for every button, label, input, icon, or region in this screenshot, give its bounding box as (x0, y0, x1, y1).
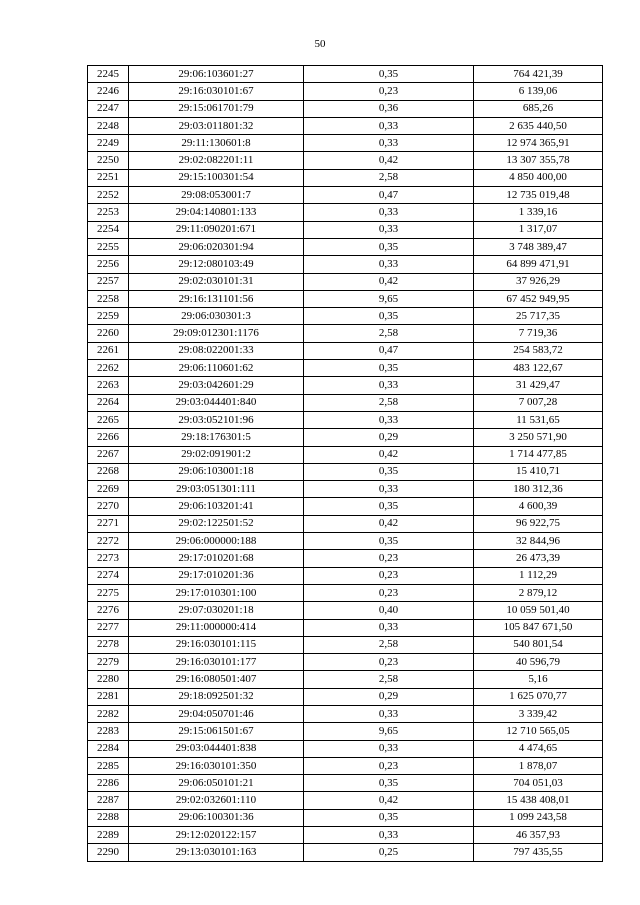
cadastral-number-cell: 29:12:080103:49 (129, 256, 304, 273)
row-number-cell: 2269 (88, 481, 129, 498)
row-number-cell: 2250 (88, 152, 129, 169)
cadastral-number-cell: 29:09:012301:1176 (129, 325, 304, 342)
row-number-cell: 2268 (88, 463, 129, 480)
coefficient-cell: 9,65 (304, 723, 474, 740)
cadastral-number-cell: 29:17:010201:36 (129, 567, 304, 584)
value-cell: 12 974 365,91 (474, 135, 603, 152)
value-cell: 1 878,07 (474, 757, 603, 774)
value-cell: 15 410,71 (474, 463, 603, 480)
value-cell: 4 474,65 (474, 740, 603, 757)
coefficient-cell: 0,29 (304, 429, 474, 446)
cadastral-number-cell: 29:18:176301:5 (129, 429, 304, 446)
table-row (88, 654, 603, 671)
table-row (88, 757, 603, 774)
cadastral-number-cell: 29:03:051301:111 (129, 481, 304, 498)
cadastral-number-cell: 29:03:011801:32 (129, 117, 304, 134)
coefficient-cell: 0,36 (304, 100, 474, 117)
cadastral-number-cell: 29:06:000000:188 (129, 533, 304, 550)
cadastral-number-cell: 29:12:020122:157 (129, 827, 304, 844)
coefficient-cell: 0,33 (304, 411, 474, 428)
coefficient-cell: 0,35 (304, 463, 474, 480)
row-number-cell: 2247 (88, 100, 129, 117)
cadastral-number-cell: 29:06:030301:3 (129, 308, 304, 325)
value-cell: 1 112,29 (474, 567, 603, 584)
value-cell: 96 922,75 (474, 515, 603, 532)
coefficient-cell: 2,58 (304, 169, 474, 186)
row-number-cell: 2287 (88, 792, 129, 809)
table-row (88, 66, 603, 83)
coefficient-cell: 0,23 (304, 83, 474, 100)
table-row (88, 481, 603, 498)
value-cell: 10 059 501,40 (474, 602, 603, 619)
row-number-cell: 2245 (88, 66, 129, 83)
row-number-cell: 2274 (88, 567, 129, 584)
value-cell: 540 801,54 (474, 636, 603, 653)
row-number-cell: 2261 (88, 342, 129, 359)
row-number-cell: 2267 (88, 446, 129, 463)
table-row (88, 256, 603, 273)
table-row (88, 360, 603, 377)
table-row (88, 602, 603, 619)
cadastral-number-cell: 29:11:090201:671 (129, 221, 304, 238)
row-number-cell: 2280 (88, 671, 129, 688)
cadastral-number-cell: 29:16:131101:56 (129, 290, 304, 307)
coefficient-cell: 0,35 (304, 308, 474, 325)
table-row (88, 775, 603, 792)
row-number-cell: 2252 (88, 187, 129, 204)
cadastral-number-cell: 29:02:122501:52 (129, 515, 304, 532)
row-number-cell: 2253 (88, 204, 129, 221)
coefficient-cell: 0,33 (304, 204, 474, 221)
value-cell: 704 051,03 (474, 775, 603, 792)
table-row (88, 135, 603, 152)
table-row (88, 792, 603, 809)
value-cell: 4 850 400,00 (474, 169, 603, 186)
table-row (88, 117, 603, 134)
row-number-cell: 2255 (88, 238, 129, 255)
value-cell: 15 438 408,01 (474, 792, 603, 809)
coefficient-cell: 0,42 (304, 152, 474, 169)
value-cell: 1 317,07 (474, 221, 603, 238)
cadastral-number-cell: 29:15:100301:54 (129, 169, 304, 186)
cadastral-number-cell: 29:07:030201:18 (129, 602, 304, 619)
value-cell: 105 847 671,50 (474, 619, 603, 636)
row-number-cell: 2271 (88, 515, 129, 532)
coefficient-cell: 0,33 (304, 740, 474, 757)
value-cell: 1 714 477,85 (474, 446, 603, 463)
table-row (88, 584, 603, 601)
row-number-cell: 2289 (88, 827, 129, 844)
cadastral-number-cell: 29:16:030101:67 (129, 83, 304, 100)
cadastral-number-cell: 29:13:030101:163 (129, 844, 304, 861)
row-number-cell: 2275 (88, 584, 129, 601)
coefficient-cell: 0,35 (304, 809, 474, 826)
coefficient-cell: 0,25 (304, 844, 474, 861)
cadastral-number-cell: 29:04:140801:133 (129, 204, 304, 221)
value-cell: 3 339,42 (474, 705, 603, 722)
table-row (88, 671, 603, 688)
value-cell: 32 844,96 (474, 533, 603, 550)
cadastral-number-cell: 29:08:053001:7 (129, 187, 304, 204)
value-cell: 1 099 243,58 (474, 809, 603, 826)
coefficient-cell: 0,35 (304, 66, 474, 83)
table-row (88, 273, 603, 290)
table-row (88, 446, 603, 463)
row-number-cell: 2256 (88, 256, 129, 273)
coefficient-cell: 0,35 (304, 238, 474, 255)
coefficient-cell: 0,33 (304, 135, 474, 152)
value-cell: 254 583,72 (474, 342, 603, 359)
table-row (88, 567, 603, 584)
cadastral-number-cell: 29:02:091901:2 (129, 446, 304, 463)
row-number-cell: 2257 (88, 273, 129, 290)
cadastral-number-cell: 29:03:052101:96 (129, 411, 304, 428)
table-row (88, 411, 603, 428)
row-number-cell: 2284 (88, 740, 129, 757)
coefficient-cell: 0,33 (304, 481, 474, 498)
value-cell: 1 625 070,77 (474, 688, 603, 705)
value-cell: 7 007,28 (474, 394, 603, 411)
table-row (88, 705, 603, 722)
row-number-cell: 2266 (88, 429, 129, 446)
value-cell: 4 600,39 (474, 498, 603, 515)
row-number-cell: 2273 (88, 550, 129, 567)
coefficient-cell: 0,23 (304, 550, 474, 567)
coefficient-cell: 0,33 (304, 377, 474, 394)
table-row (88, 342, 603, 359)
table-row (88, 377, 603, 394)
value-cell: 685,26 (474, 100, 603, 117)
row-number-cell: 2276 (88, 602, 129, 619)
table-row (88, 308, 603, 325)
row-number-cell: 2265 (88, 411, 129, 428)
cadastral-number-cell: 29:06:103201:41 (129, 498, 304, 515)
cadastral-value-table (87, 65, 603, 862)
coefficient-cell: 0,42 (304, 273, 474, 290)
value-cell: 64 899 471,91 (474, 256, 603, 273)
coefficient-cell: 0,33 (304, 705, 474, 722)
value-cell: 26 473,39 (474, 550, 603, 567)
value-cell: 13 307 355,78 (474, 152, 603, 169)
row-number-cell: 2270 (88, 498, 129, 515)
value-cell: 764 421,39 (474, 66, 603, 83)
coefficient-cell: 0,33 (304, 256, 474, 273)
coefficient-cell: 0,23 (304, 654, 474, 671)
row-number-cell: 2288 (88, 809, 129, 826)
cadastral-number-cell: 29:03:042601:29 (129, 377, 304, 394)
row-number-cell: 2277 (88, 619, 129, 636)
coefficient-cell: 0,47 (304, 342, 474, 359)
page-number: 50 (314, 38, 326, 50)
coefficient-cell: 2,58 (304, 671, 474, 688)
cadastral-number-cell: 29:15:061501:67 (129, 723, 304, 740)
coefficient-cell: 0,40 (304, 602, 474, 619)
value-cell: 7 719,36 (474, 325, 603, 342)
coefficient-cell: 0,47 (304, 187, 474, 204)
coefficient-cell: 9,65 (304, 290, 474, 307)
value-cell: 1 339,16 (474, 204, 603, 221)
value-cell: 180 312,36 (474, 481, 603, 498)
value-cell: 25 717,35 (474, 308, 603, 325)
row-number-cell: 2249 (88, 135, 129, 152)
table-row (88, 498, 603, 515)
table-row (88, 325, 603, 342)
cadastral-number-cell: 29:15:061701:79 (129, 100, 304, 117)
table-row (88, 238, 603, 255)
cadastral-number-cell: 29:03:044401:838 (129, 740, 304, 757)
row-number-cell: 2259 (88, 308, 129, 325)
cadastral-number-cell: 29:06:100301:36 (129, 809, 304, 826)
row-number-cell: 2290 (88, 844, 129, 861)
coefficient-cell: 0,35 (304, 775, 474, 792)
coefficient-cell: 0,23 (304, 757, 474, 774)
row-number-cell: 2258 (88, 290, 129, 307)
table-row (88, 827, 603, 844)
coefficient-cell: 0,42 (304, 515, 474, 532)
cadastral-number-cell: 29:06:050101:21 (129, 775, 304, 792)
table-row (88, 463, 603, 480)
cadastral-number-cell: 29:16:030101:177 (129, 654, 304, 671)
table-row (88, 169, 603, 186)
cadastral-number-cell: 29:04:050701:46 (129, 705, 304, 722)
table-row (88, 152, 603, 169)
value-cell: 11 531,65 (474, 411, 603, 428)
table-body (88, 66, 603, 862)
cadastral-number-cell: 29:03:044401:840 (129, 394, 304, 411)
value-cell: 67 452 949,95 (474, 290, 603, 307)
coefficient-cell: 0,42 (304, 446, 474, 463)
table-row (88, 394, 603, 411)
cadastral-number-cell: 29:11:130601:8 (129, 135, 304, 152)
row-number-cell: 2248 (88, 117, 129, 134)
row-number-cell: 2246 (88, 83, 129, 100)
row-number-cell: 2281 (88, 688, 129, 705)
table-row (88, 83, 603, 100)
coefficient-cell: 0,29 (304, 688, 474, 705)
table-row (88, 619, 603, 636)
row-number-cell: 2260 (88, 325, 129, 342)
row-number-cell: 2278 (88, 636, 129, 653)
cadastral-number-cell: 29:06:103601:27 (129, 66, 304, 83)
value-cell: 12 735 019,48 (474, 187, 603, 204)
value-cell: 6 139,06 (474, 83, 603, 100)
row-number-cell: 2263 (88, 377, 129, 394)
table-row (88, 204, 603, 221)
table-row (88, 187, 603, 204)
row-number-cell: 2279 (88, 654, 129, 671)
cadastral-number-cell: 29:16:030101:350 (129, 757, 304, 774)
value-cell: 2 879,12 (474, 584, 603, 601)
value-cell: 40 596,79 (474, 654, 603, 671)
coefficient-cell: 0,35 (304, 498, 474, 515)
coefficient-cell: 2,58 (304, 325, 474, 342)
value-cell: 5,16 (474, 671, 603, 688)
value-cell: 3 748 389,47 (474, 238, 603, 255)
cadastral-number-cell: 29:08:022001:33 (129, 342, 304, 359)
coefficient-cell: 0,35 (304, 360, 474, 377)
coefficient-cell: 0,33 (304, 827, 474, 844)
table-row (88, 290, 603, 307)
row-number-cell: 2283 (88, 723, 129, 740)
table-row (88, 221, 603, 238)
value-cell: 3 250 571,90 (474, 429, 603, 446)
cadastral-number-cell: 29:11:000000:414 (129, 619, 304, 636)
value-cell: 483 122,67 (474, 360, 603, 377)
value-cell: 37 926,29 (474, 273, 603, 290)
coefficient-cell: 2,58 (304, 394, 474, 411)
row-number-cell: 2264 (88, 394, 129, 411)
cadastral-number-cell: 29:02:030101:31 (129, 273, 304, 290)
cadastral-number-cell: 29:17:010301:100 (129, 584, 304, 601)
coefficient-cell: 0,35 (304, 533, 474, 550)
cadastral-number-cell: 29:02:082201:11 (129, 152, 304, 169)
row-number-cell: 2282 (88, 705, 129, 722)
cadastral-number-cell: 29:16:080501:407 (129, 671, 304, 688)
coefficient-cell: 0,23 (304, 584, 474, 601)
value-cell: 797 435,55 (474, 844, 603, 861)
value-cell: 12 710 565,05 (474, 723, 603, 740)
table-row (88, 429, 603, 446)
row-number-cell: 2286 (88, 775, 129, 792)
value-cell: 2 635 440,50 (474, 117, 603, 134)
row-number-cell: 2251 (88, 169, 129, 186)
cadastral-number-cell: 29:06:110601:62 (129, 360, 304, 377)
row-number-cell: 2262 (88, 360, 129, 377)
coefficient-cell: 2,58 (304, 636, 474, 653)
row-number-cell: 2272 (88, 533, 129, 550)
coefficient-cell: 0,42 (304, 792, 474, 809)
value-cell: 46 357,93 (474, 827, 603, 844)
table-row (88, 740, 603, 757)
row-number-cell: 2254 (88, 221, 129, 238)
table-row (88, 533, 603, 550)
row-number-cell: 2285 (88, 757, 129, 774)
coefficient-cell: 0,33 (304, 117, 474, 134)
value-cell: 31 429,47 (474, 377, 603, 394)
cadastral-number-cell: 29:02:032601:110 (129, 792, 304, 809)
table-row (88, 636, 603, 653)
coefficient-cell: 0,23 (304, 567, 474, 584)
table-row (88, 100, 603, 117)
cadastral-number-cell: 29:06:103001:18 (129, 463, 304, 480)
coefficient-cell: 0,33 (304, 619, 474, 636)
table-row (88, 515, 603, 532)
cadastral-number-cell: 29:17:010201:68 (129, 550, 304, 567)
table-row (88, 809, 603, 826)
table-row (88, 550, 603, 567)
table-row (88, 688, 603, 705)
table-row (88, 844, 603, 861)
cadastral-number-cell: 29:16:030101:115 (129, 636, 304, 653)
cadastral-number-cell: 29:18:092501:32 (129, 688, 304, 705)
table-row (88, 723, 603, 740)
coefficient-cell: 0,33 (304, 221, 474, 238)
cadastral-number-cell: 29:06:020301:94 (129, 238, 304, 255)
